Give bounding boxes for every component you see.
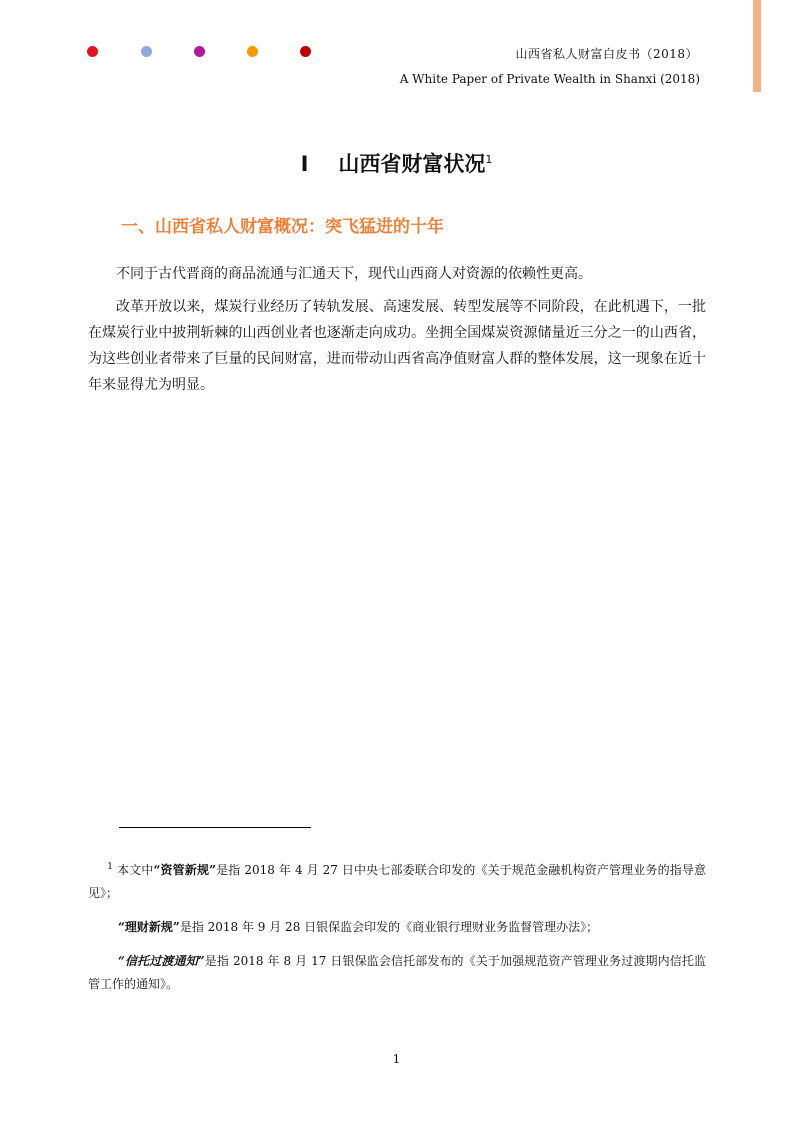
footnote-3 <box>88 950 706 996</box>
footnote-2 <box>88 916 706 939</box>
footnote-text: 是指 2018 年 4 月 27 日中央七部委联合印发的《关于规范金融机构资产管理业务的指导意见》； <box>88 863 706 900</box>
header-dot-magenta <box>194 46 205 57</box>
footnote-text: 是指 2018 年 9 月 28 日银保监会印发的《商业银行理财业务监督管理办法》； <box>179 920 599 934</box>
section-title: 一、山西省私人财富概况：突飞猛进的十年 <box>121 217 444 237</box>
chapter-title-text: 山西省财富状况 <box>338 152 486 176</box>
footnote-separator <box>119 827 311 828</box>
header-dot-row <box>87 46 327 58</box>
chapter-title <box>0 148 793 178</box>
page-edge-bar <box>753 0 761 92</box>
footnote-term: “信托过渡通知” <box>118 954 205 968</box>
header-title-en: A White Paper of Private Wealth in Shanxi (2018) <box>399 72 700 86</box>
chapter-number: I <box>300 152 309 176</box>
body-text <box>88 261 706 405</box>
footnote-term: “理财新规” <box>118 920 180 934</box>
footnote-term: “资管新规” <box>153 863 217 877</box>
footnote-mark: 1 <box>107 862 113 872</box>
footnote-reference[interactable]: 1 <box>485 153 493 166</box>
footnotes <box>88 856 706 1007</box>
footnote-text: 是指 2018 年 8 月 17 日银保监会信托部发布的《关于加强规范资产管理业务过渡期内信托监管工作的通知》。 <box>88 954 706 991</box>
body-paragraph: 改革开放以来，煤炭行业经历了转轨发展、高速发展、转型发展等不同阶段，在此机遇下，一批在煤炭行业中披荆斩棘的山西创业者也逐渐走向成功。坐拥全国煤炭资源储量近三分之一的山西省，为这些创业者带来了巨量的民间财富，进而带动山西省高净值财富人群的整体发展，这一现象在近十年来显得尤为明显。 <box>88 299 706 393</box>
page-number: 1 <box>392 1052 401 1066</box>
footnote-prefix: 本文中 <box>116 863 154 877</box>
footnote-1 <box>88 856 706 905</box>
header-dot-orange <box>247 46 258 57</box>
header-title-cn: 山西省私人财富白皮书（2018） <box>515 47 698 61</box>
header-dot-blue <box>141 46 152 57</box>
body-paragraph: 不同于古代晋商的商品流通与汇通天下，现代山西商人对资源的依赖性更高。 <box>116 266 592 282</box>
header-dot-red <box>87 46 98 57</box>
header-dot-darkred <box>300 46 311 57</box>
